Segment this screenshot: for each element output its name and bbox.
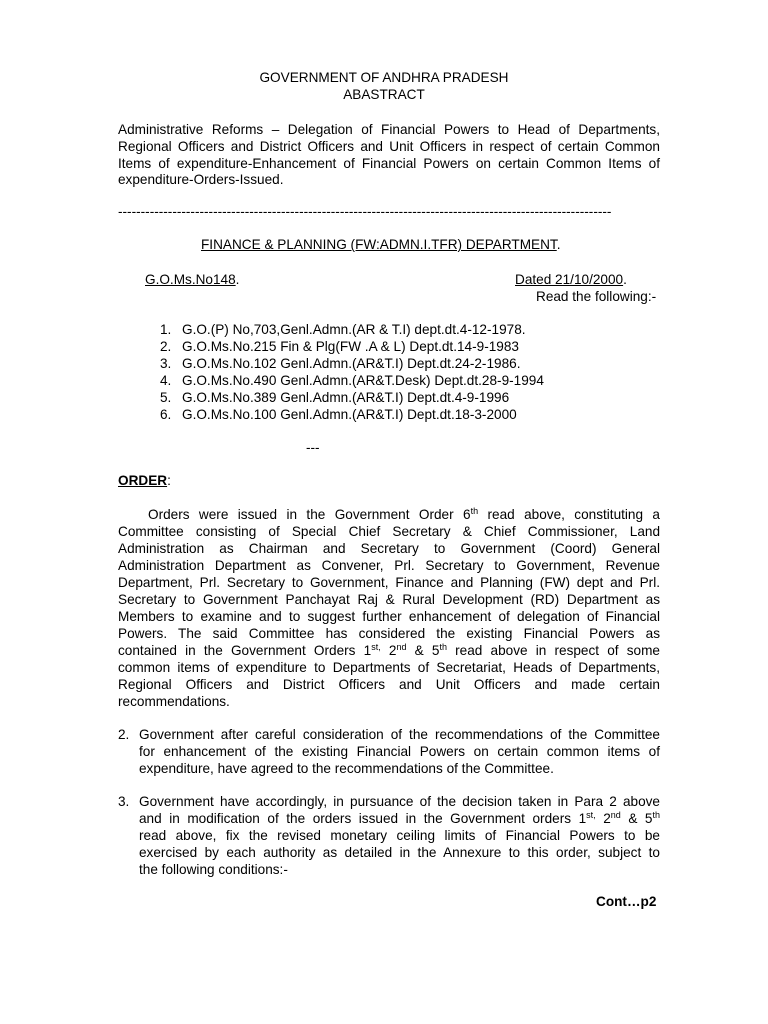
subject-line-1: Administrative Reforms – Delegation of Financial Powers to Head of Departments, (118, 122, 660, 137)
superscript: st, (371, 642, 381, 652)
para1-line (118, 643, 660, 659)
reference-item (160, 356, 521, 372)
subject-line-2: Regional Officers and District Officers and Unit Officers in respect of certain Common (118, 139, 660, 154)
para3-text: and in modification of the orders issued in the Government orders 1 (139, 811, 587, 826)
order-heading-text: ORDER (118, 473, 168, 488)
superscript: th (439, 642, 447, 652)
para1-line: common items of expenditure to Departments of Secretariat, Heads of Departments, (118, 660, 660, 675)
para1-text: read above in respect of some (446, 643, 660, 658)
para1-line: Secretary to Government Panchayat Raj & Rural Development (RD) Department as (118, 592, 660, 607)
reference-text: G.O.Ms.No.490 Genl.Admn.(AR&T.Desk) Dept.dt.28-9-1994 (182, 373, 544, 388)
reference-item (160, 390, 510, 406)
go-number-period: . (235, 272, 240, 287)
para1-line: Administration Department as Convener, Prl. Secretary to Government, Revenue (118, 558, 660, 573)
para1-line (148, 507, 660, 523)
order-heading (118, 473, 171, 489)
para3-text: & 5 (620, 811, 653, 826)
reference-text: G.O.Ms.No.102 Genl.Admn.(AR&T.I) Dept.dt.24-2-1986. (182, 356, 521, 371)
para2-line: expenditure, have agreed to the recommendations of the Committee. (139, 761, 554, 776)
continuation-note: Cont…p2 (596, 894, 657, 909)
department-period: . (556, 237, 561, 252)
para2-number: 2. (118, 727, 130, 742)
reference-number: 3. (160, 356, 172, 371)
para1-line: recommendations. (118, 694, 230, 709)
date-line (515, 272, 627, 288)
subject-line-4: expenditure-Orders-Issued. (118, 172, 284, 187)
reference-item (160, 407, 517, 423)
reference-number: 2. (160, 339, 172, 354)
para3-line: exercised by each authority as detailed in the Annexure to this order, subject to (139, 845, 660, 860)
reference-number: 6. (160, 407, 172, 422)
para1-line: Administration as Chairman and Secretary to Government (Coord) General (118, 541, 660, 556)
go-number-text: G.O.Ms.No148 (145, 272, 236, 287)
para3-number: 3. (118, 794, 130, 809)
para1-line: Department, Prl. Secretary to Government, Finance and Planning (FW) dept and Prl. (118, 575, 660, 590)
para1-text: read above, constituting a (478, 507, 660, 522)
go-number (145, 272, 239, 288)
para1-line: Committee consisting of Special Chief Secretary & Chief Commissioner, Land (118, 524, 660, 539)
para1-text: 2 (380, 643, 397, 658)
triple-dash: --- (306, 440, 320, 455)
para1-text: Orders were issued in the Government Order 6 (148, 507, 471, 522)
government-heading: GOVERNMENT OF ANDHRA PRADESH (259, 70, 509, 85)
para3-line: Government have accordingly, in pursuance of the decision taken in Para 2 above (139, 794, 660, 809)
para1-line: Members to examine and to suggest further enhancement of delegation of Financial (118, 609, 660, 624)
reference-text: G.O.Ms.No.389 Genl.Admn.(AR&T.I) Dept.dt.4-9-1996 (182, 390, 510, 405)
para3-line (139, 811, 660, 827)
para3-line: the following conditions:- (139, 862, 288, 877)
para1-text: & 5 (406, 643, 440, 658)
superscript: nd (610, 810, 621, 820)
reference-number: 1. (160, 322, 172, 337)
reference-text: G.O.Ms.No.215 Fin & Plg(FW .A & L) Dept.dt.14-9-1983 (182, 339, 519, 354)
date-period: . (623, 272, 627, 287)
para2-line: Government after careful consideration of the recommendations of the Committee (139, 727, 660, 742)
reference-item (160, 373, 544, 389)
department-name: FINANCE & PLANNING (FW:ADMN.I.TFR) DEPARTMENT (201, 237, 557, 252)
separator-line: ------------------------------------------------------------------------------------------------------------- (118, 204, 612, 219)
superscript: th (652, 810, 660, 820)
para3-text: 2 (595, 811, 611, 826)
para1-line: Powers. The said Committee has considered the existing Financial Powers as (118, 626, 660, 641)
department-title (201, 237, 561, 253)
subject-line-3: Items of expenditure-Enhancement of Financial Powers on certain Common Items of (118, 156, 660, 171)
reference-number: 4. (160, 373, 172, 388)
para3-line: read above, fix the revised monetary ceiling limits of Financial Powers to be (139, 828, 660, 843)
date-text: Dated 21/10/2000 (515, 272, 624, 287)
para1-text: contained in the Government Orders 1 (118, 643, 372, 658)
order-heading-colon: : (167, 473, 171, 488)
para1-line: Regional Officers and District Officers and Unit Officers and made certain (118, 677, 660, 692)
reference-text: G.O.(P) No,703,Genl.Admn.(AR & T.I) dept.dt.4-12-1978. (182, 322, 526, 337)
read-following: Read the following:- (536, 289, 657, 304)
reference-text: G.O.Ms.No.100 Genl.Admn.(AR&T.I) Dept.dt.18-3-2000 (182, 407, 517, 422)
reference-item (160, 322, 526, 338)
superscript: st, (586, 810, 596, 820)
reference-number: 5. (160, 390, 172, 405)
para2-line: for enhancement of the existing Financial Powers on certain common items of (139, 744, 660, 759)
abstract-heading: ABASTRACT (343, 87, 425, 102)
reference-item (160, 339, 519, 355)
superscript: th (470, 506, 479, 516)
superscript: nd (396, 642, 407, 652)
